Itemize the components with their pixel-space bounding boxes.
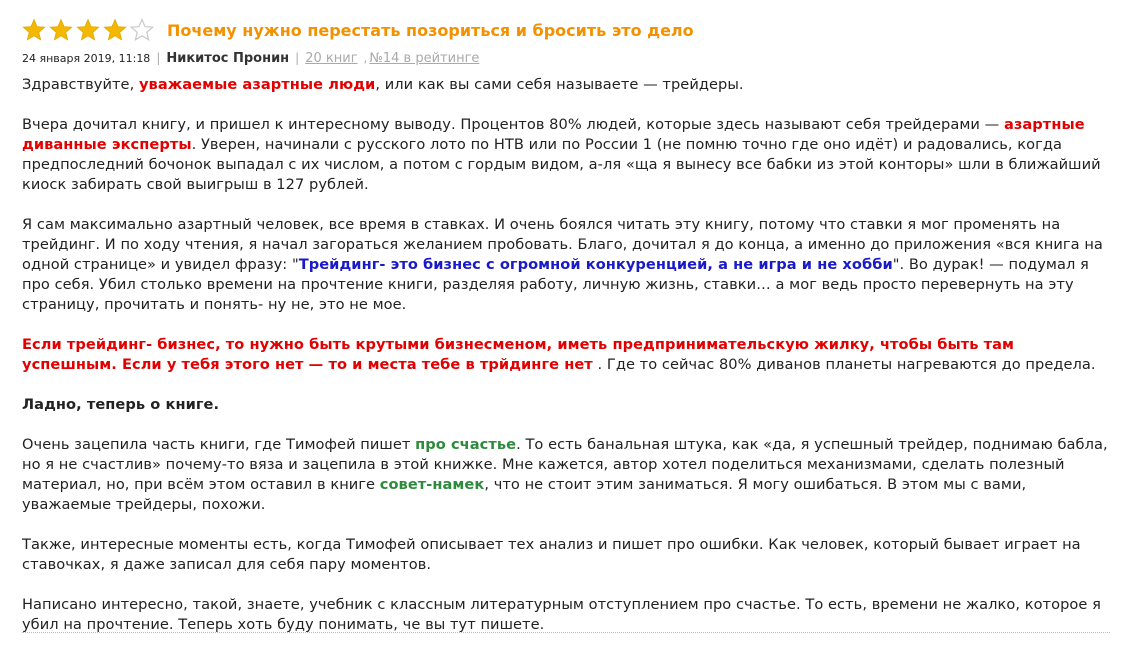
meta-separator: | [156, 51, 161, 65]
review-date: 24 января 2019, 11:18 [22, 51, 151, 65]
review-meta [22, 47, 1112, 69]
rating-stars [22, 18, 157, 42]
review-card [22, 14, 1112, 655]
review-header [22, 14, 1112, 46]
meta-separator: | [295, 51, 300, 65]
paragraph: Здравствуйте, уважаемые азартные люди, или как вы сами себя называете — трейдеры. [22, 76, 744, 93]
author-rank-link[interactable]: №14 в рейтинге [369, 50, 480, 66]
highlight-blue: Трейдинг- это бизнес с огромной конкуренцией, а не игра и не хобби [298, 256, 893, 273]
highlight-red: азартные диванные эксперты [22, 116, 1085, 153]
review-divider [22, 632, 1110, 633]
paragraph: Я сам максимально азартный человек, все время в ставках. И очень боялся читать эту книгу, потому что ставки я мог променять на трейдинг. И по ходу чтения, я начал загораться желанием пробовать. Благо, дочитал я до конца, а именно до приложения «вся книга на одной странице» и увидел фразу: "Трейдинг- это бизнес с огромной конкуренцией, а не игра и не хобби". Во дурак! — подумал я про себя. Убил столько времени на прочтение книги, разделяя работу, личную жизнь, ставки… а мог ведь просто перевернуть на эту страницу, прочитать и понять- ну не, это не мое. [22, 216, 1103, 313]
review-body [22, 75, 1112, 635]
paragraph: Также, интересные моменты есть, когда Тимофей описывает тех анализ и пишет про ошибки. Как человек, который бывает играет на ставочках, я даже записал для себя пару моментов. [22, 536, 1081, 573]
paragraph: Вчера дочитал книгу, и пришел к интересному выводу. Процентов 80% людей, которые здесь называют себя трейдерами — азартные диванные эксперты. Уверен, начинали с русского лото по НТВ или по России 1 (не помню точно где оно идёт) и радовались, когда предпоследний бочонок выпадал с их числом, а потом с гордым видом, а-ля «ща я вынесу все бабки из этой конторы» шли в ближайший киоск забирать свой выигрыш в 127 рублей. [22, 116, 1101, 193]
highlight-red: Если трейдинг- бизнес, то нужно быть крутыми бизнесменом, иметь предпринимательскую жилку, чтобы быть там успешным. Если у тебя этого нет — то и места тебе в трйдинге нет [22, 336, 1015, 373]
paragraph: Написано интересно, такой, знаете, учебник с классным литературным отступлением про счастье. То есть, времени не жалко, которое я убил на прочтение. Теперь хоть буду понимать, че вы тут пишете. [22, 596, 1101, 633]
star-icon [22, 18, 46, 42]
author-books-link[interactable]: 20 книг [305, 50, 358, 66]
highlight-green: совет-намек [379, 476, 485, 493]
paragraph: Если трейдинг- бизнес, то нужно быть крутыми бизнесменом, иметь предпринимательскую жилку, чтобы быть там успешным. Если у тебя этого нет — то и места тебе в трйдинге нет . Где то сейчас 80% диванов планеты нагреваются до предела. [22, 336, 1096, 373]
star-icon [103, 18, 127, 42]
star-empty-icon [130, 18, 154, 42]
paragraph: Очень зацепила часть книги, где Тимофей пишет про счастье. То есть банальная штука, как «да, я успешный трейдер, поднимаю бабла, но я не счастлив» почему-то вяза и зацепила в этой книжке. Мне кажется, автор хотел поделиться механизмами, сделать полезный материал, но, при всём этом оставил в книге совет-намек, что не стоит этим заниматься. Я могу ошибаться. В этом мы с вами, уважаемые трейдеры, похожи. [22, 436, 1108, 513]
highlight-red: уважаемые азартные люди [138, 76, 376, 93]
review-author[interactable]: Никитос Пронин [166, 50, 290, 66]
review-title: Почему нужно перестать позориться и бросить это дело [167, 20, 694, 40]
meta-separator: , [363, 51, 368, 65]
star-icon [49, 18, 73, 42]
star-icon [76, 18, 100, 42]
highlight-green: про счастье [415, 436, 517, 453]
paragraph-heading: Ладно, теперь о книге. [22, 396, 220, 413]
